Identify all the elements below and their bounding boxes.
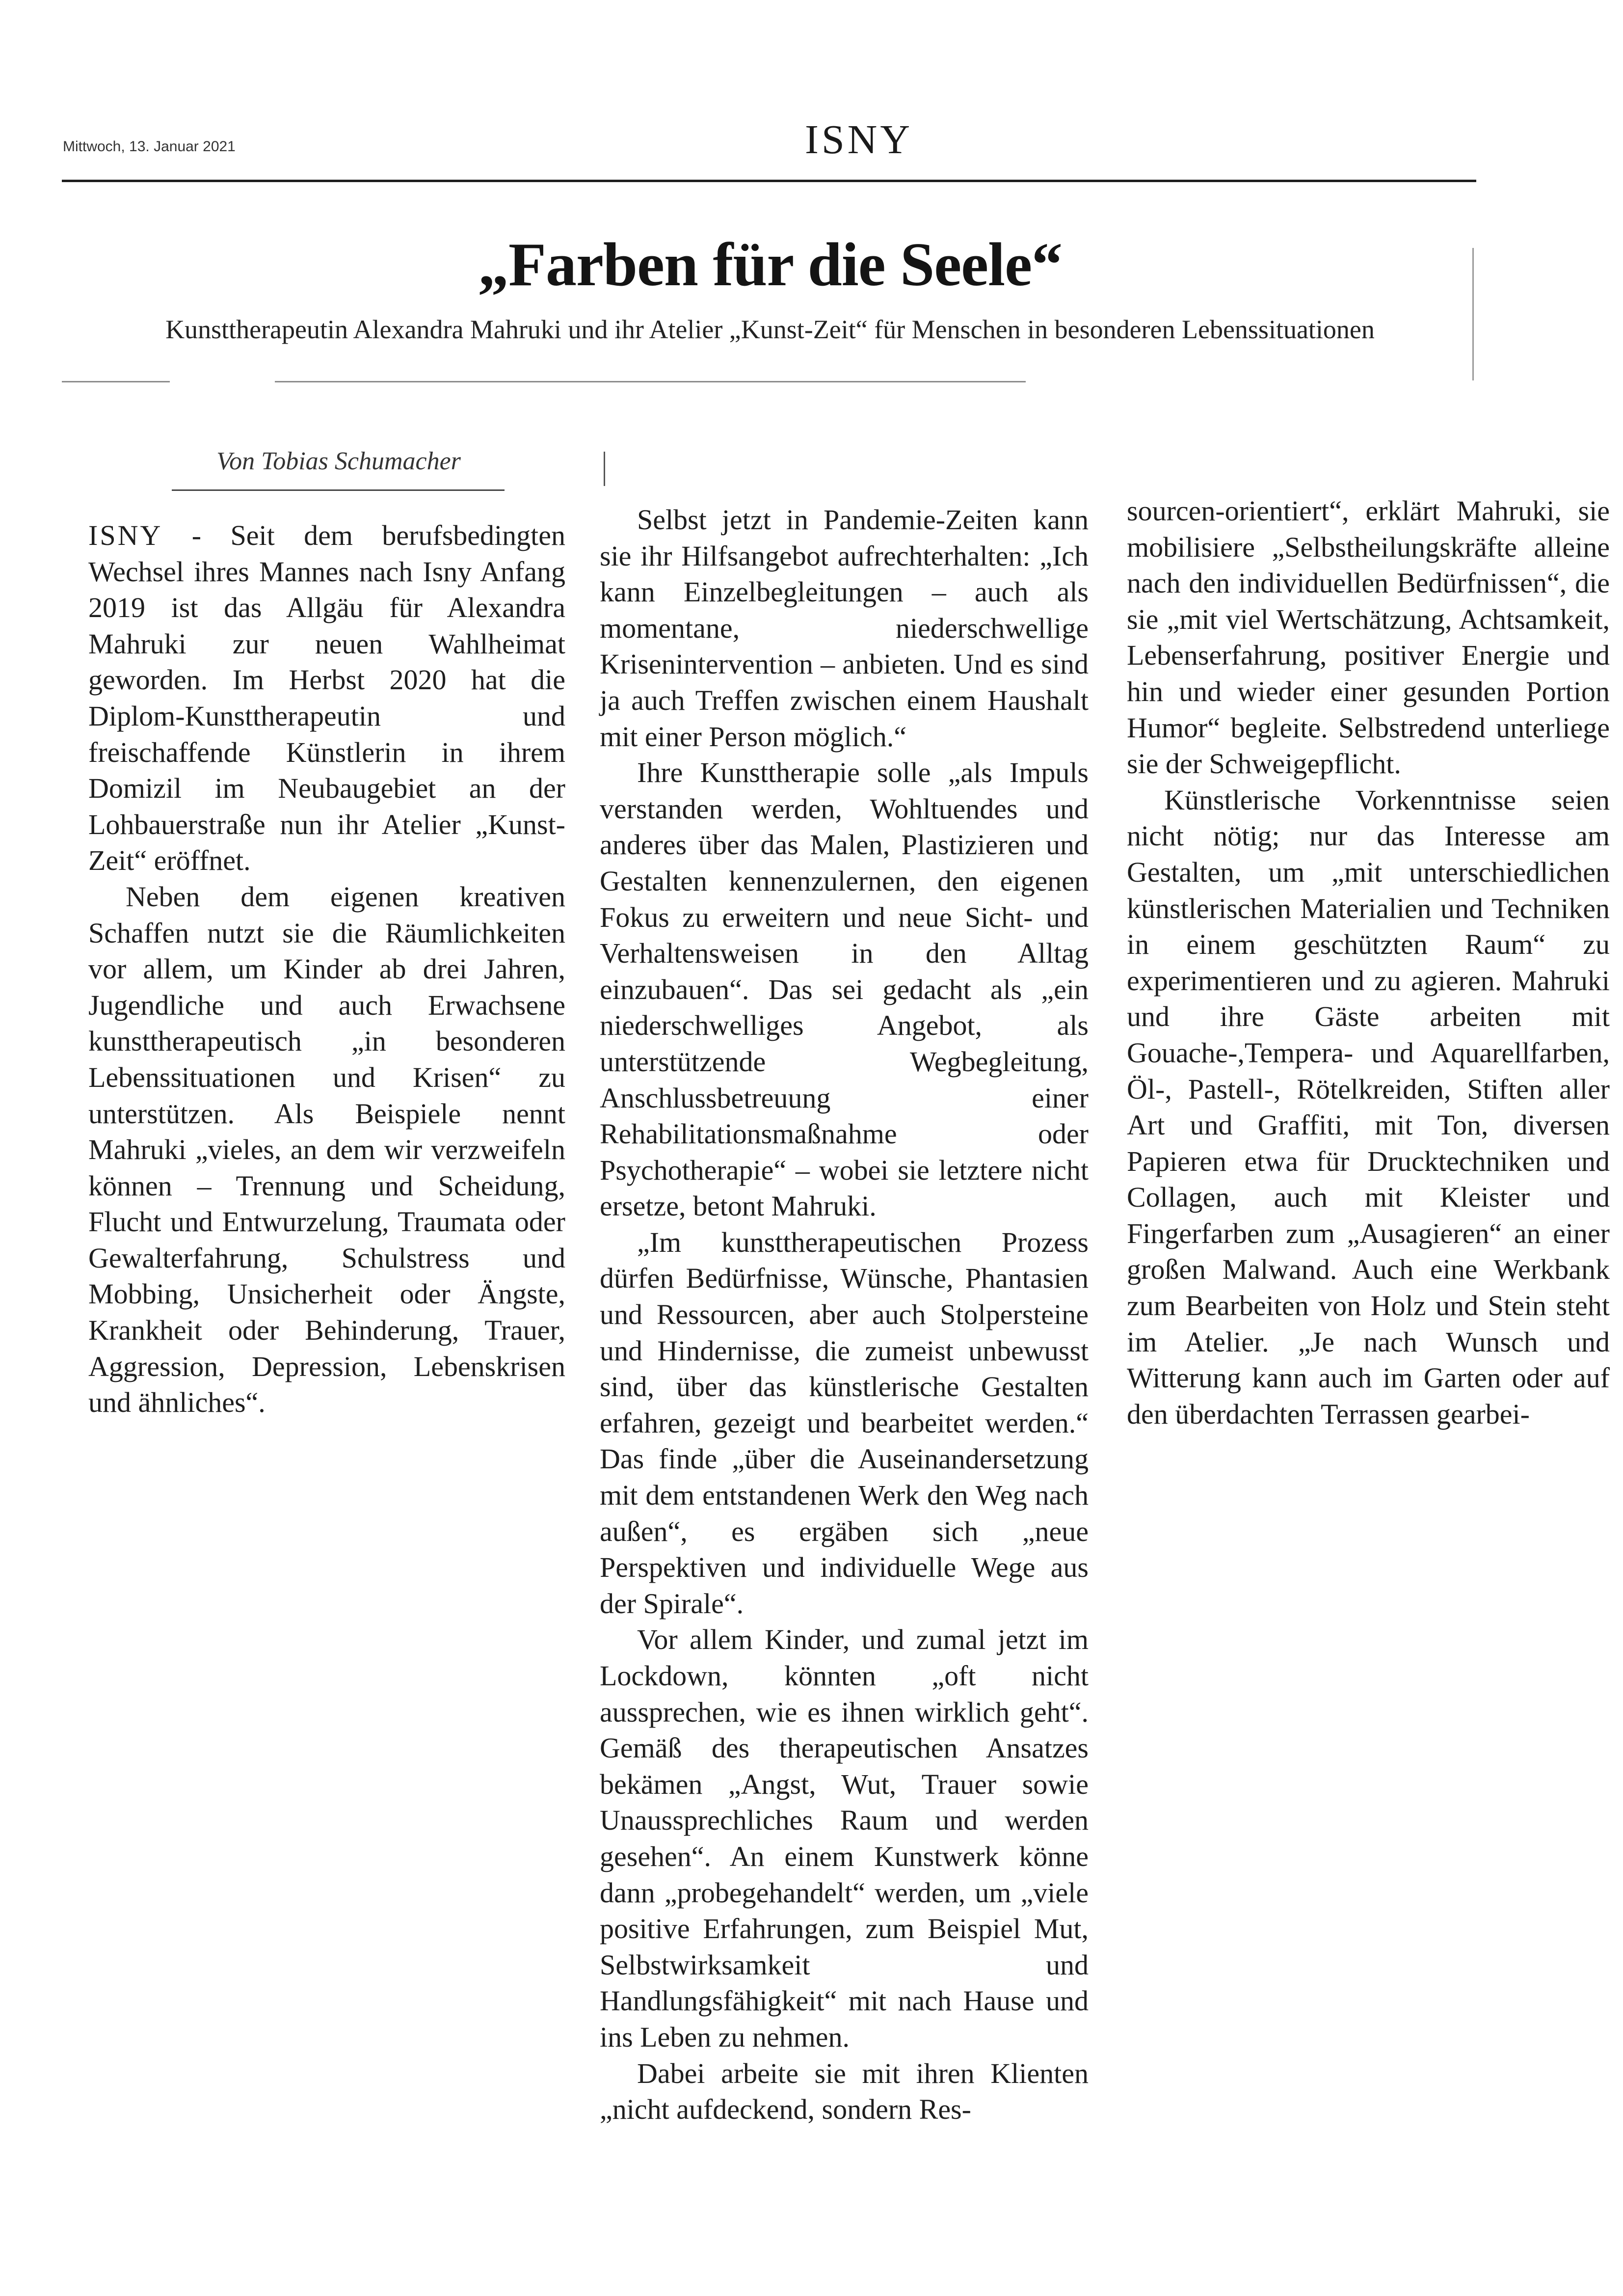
paragraph-text: - Seit dem berufsbedingten Wechsel ihres Mannes nach Isny Anfang 2019 ist das Allgäu für Alexandra Mahruki zur neuen Wahlheimat geworden. Im Herbst 2020 hat die Diplom-Kunsttherapeutin und freischaffende Künstlerin in ihrem Domizil im Neubaugebiet an der Lohbauerstraße nun ihr Atelier „Kunst-Zeit“ eröffnet. xyxy=(88,519,565,877)
headline-rule-right xyxy=(275,381,1026,382)
headline-rule-left xyxy=(62,381,170,382)
paragraph: Ihre Kunsttherapie solle „als Impuls verstanden werden, Wohltuendes und anderes über das Malen, Plastizieren und Gestalten kennenzulernen, den eigenen Fokus zu erweitern und neue Sicht- und Verhaltensweisen in den Alltag einzubauen“. Das sei gedacht als „ein niederschwelliges Angebot, als unterstützende Wegbegleitung, Anschlussbetreuung einer Rehabilitationsmaßnahme oder Psychotherapie“ – wobei sie letztere nicht ersetze, betont Mahruki. xyxy=(600,756,1089,1222)
paragraph: Dabei arbeite sie mit ihren Klienten „nicht aufdeckend, sondern Res- xyxy=(600,2057,1089,2126)
section-title: ISNY xyxy=(804,117,913,162)
paragraph: sourcen-orientiert“, erklärt Mahruki, sie mobilisiere „Selbstheilungskräfte alleine nach den individuellen Bedürfnissen“, die sie „mit viel Wertschätzung, Achtsamkeit, Lebenserfahrung, positiver Energie und hin und wieder einer gesunden Portion Humor“ begleite. Selbstredend unterliege sie der Schweigepflicht. xyxy=(1127,495,1610,780)
paragraph: Selbst jetzt in Pandemie-Zeiten kann sie ihr Hilfsangebot aufrechterhalten: „Ich kann Einzelbegleitungen – auch als momentane, niederschwellige Krisenintervention – anbieten. Und es sind ja auch Treffen zwischen einem Haushalt mit einer Person möglich.“ xyxy=(600,504,1089,753)
paragraph: „Im kunsttherapeutischen Prozess dürfen Bedürfnisse, Wünsche, Phantasien und Ressourcen, aber auch Stolpersteine und Hindernisse, die zumeist unbewusst sind, über das künstlerische Gestalten erfahren, gezeigt und bearbeitet werden.“ Das finde „über die Auseinandersetzung mit dem entstandenen Werk den Weg nach außen“, es ergäben sich „neue Perspektiven und individuelle Wege aus der Spirale“. xyxy=(600,1226,1089,1620)
edition-date: Mittwoch, 13. Januar 2021 xyxy=(63,138,236,155)
paragraph: Neben dem eigenen kreativen Schaffen nutzt sie die Räumlichkeiten vor allem, um Kinder ab drei Jahren, Jugendliche und auch Erwachsene kunsttherapeutisch „in besonderen Lebenssituationen und Krisen“ zu unterstützen. Als Beispiele nennt Mahruki „vieles, an dem wir verzweifeln können – Trennung und Scheidung, Flucht und Entwurzelung, Traumata oder Gewalterfahrung, Schulstress und Mobbing, Unsicherheit oder Ängste, Krankheit oder Behinderung, Trauer, Aggression, Depression, Lebenskrisen und ähnliches“. xyxy=(88,880,565,1419)
headline-side-rule xyxy=(1472,248,1474,380)
paragraph: Künstlerische Vorkenntnisse seien nicht nötig; nur das Interesse am Gestalten, um „mit unterschiedlichen künstlerischen Materialien und Techniken in einem geschützten Raum“ zu experimentieren und zu agieren. Mahruki und ihre Gäste arbeiten mit Gouache-,Tempera- und Aquarellfarben, Öl-, Pastell-, Rötelkreiden, Stiften aller Art und Graffiti, mit Ton, diversen Papieren etwa für Drucktechniken und Collagen, auch mit Kleister und Fingerfarben zum „Ausagieren“ an einer großen Malwand. Auch eine Werkbank zum Bearbeiten von Holz und Stein steht im Atelier. „Je nach Wunsch und Witterung kann auch im Garten oder auf den überdachten Terrassen gearbei- xyxy=(1127,783,1610,1430)
article-column-1 xyxy=(88,517,565,1421)
byline: Von Tobias Schumacher xyxy=(216,447,461,475)
byline-rule xyxy=(172,489,505,491)
article-headline: „Farben für die Seele“ xyxy=(478,231,1062,299)
column-marker xyxy=(604,452,605,486)
paragraph: Vor allem Kinder, und zumal jetzt im Lockdown, könnten „oft nicht aussprechen, wie es ihnen wirklich geht“. Gemäß des therapeutischen Ansatzes bekämen „Angst, Wut, Trauer sowie Unaussprechliches Raum und werden gesehen“. An einem Kunstwerk könne dann „probegehandelt“ werden, um „viele positive Erfahrungen, zum Beispiel Mut, Selbstwirksamkeit und Handlungsfähigkeit“ mit nach Hause und ins Leben zu nehmen. xyxy=(600,1623,1089,2053)
dateline: ISNY xyxy=(88,519,163,551)
header-rule xyxy=(62,180,1476,182)
article-subheadline: Kunsttherapeutin Alexandra Mahruki und ihr Atelier „Kunst-Zeit“ für Menschen in besonderen Lebenssituationen xyxy=(165,315,1375,344)
article-column-3 xyxy=(1127,493,1610,1432)
article-column-2 xyxy=(600,502,1089,2128)
paragraph xyxy=(88,517,565,879)
